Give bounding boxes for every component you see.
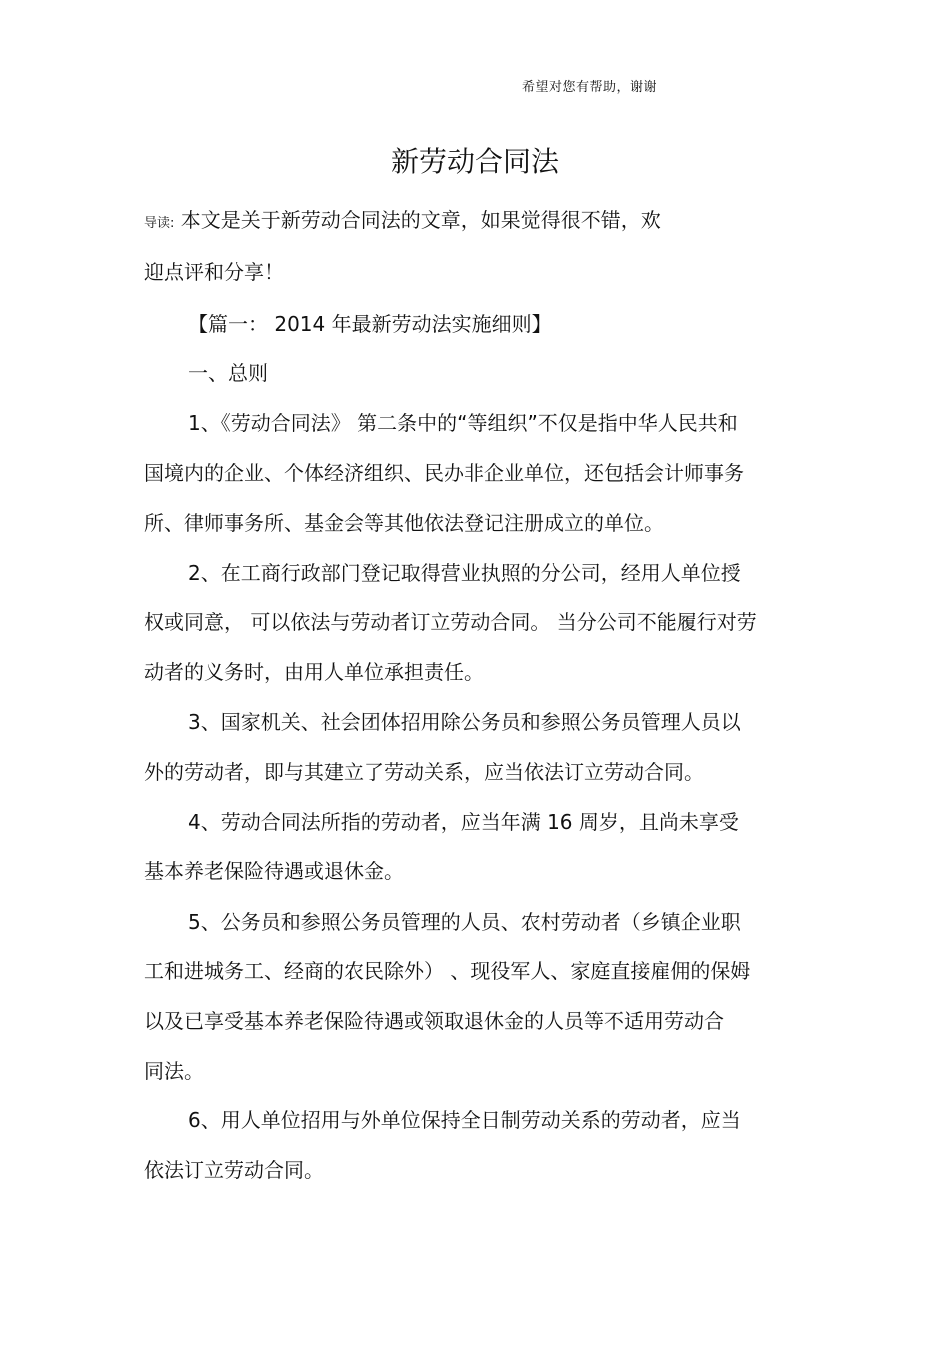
paragraph-3-line: 3、国家机关、社会团体招用除公务员和参照公务员管理人员以	[188, 710, 741, 734]
paragraph-2-line: 动者的义务时，由用人单位承担责任。	[144, 660, 484, 684]
paragraph-6-line: 6、用人单位招用与外单位保持全日制劳动关系的劳动者，应当	[188, 1108, 741, 1132]
paragraph-1-line: 1、《劳动合同法》 第二条中的“等组织”不仅是指中华人民共和	[188, 411, 738, 435]
paragraph-5-line: 同法。	[144, 1059, 204, 1083]
intro-line-2: 迎点评和分享！	[144, 260, 284, 284]
intro-text-1: 本文是关于新劳动合同法的文章，如果觉得很不错，欢	[180, 208, 661, 232]
intro-label: 导读:	[144, 216, 175, 231]
paragraph-2-line: 2、在工商行政部门登记取得营业执照的分公司，经用人单位授	[188, 561, 741, 585]
paragraph-6-line: 依法订立劳动合同。	[144, 1158, 324, 1182]
paragraph-5-line: 工和进城务工、经商的农民除外） 、现役军人、家庭直接雇佣的保姆	[144, 959, 751, 983]
paragraph-4-line: 4、劳动合同法所指的劳动者，应当年满 16 周岁，且尚未享受	[188, 810, 739, 834]
paragraph-2-line: 权或同意， 可以依法与劳动者订立劳动合同。 当分公司不能履行对劳	[144, 610, 757, 634]
subheading: 一、总则	[188, 361, 268, 385]
section-heading: 【篇一： 2014 年最新劳动法实施细则】	[188, 312, 552, 336]
paragraph-5-line: 5、公务员和参照公务员管理的人员、农村劳动者（乡镇企业职	[188, 910, 741, 934]
paragraph-5-line: 以及已享受基本养老保险待遇或领取退休金的人员等不适用劳动合	[144, 1009, 724, 1033]
paragraph-4-line: 基本养老保险待遇或退休金。	[144, 859, 404, 883]
document-title: 新劳动合同法	[390, 145, 559, 178]
header-note: 希望对您有帮助，谢谢	[522, 80, 658, 95]
paragraph-1-line: 国境内的企业、个体经济组织、民办非企业单位，还包括会计师事务	[144, 461, 744, 485]
intro-line-1	[144, 204, 661, 233]
paragraph-1-line: 所、律师事务所、基金会等其他依法登记注册成立的单位。	[144, 511, 664, 535]
paragraph-3-line: 外的劳动者，即与其建立了劳动关系，应当依法订立劳动合同。	[144, 760, 704, 784]
